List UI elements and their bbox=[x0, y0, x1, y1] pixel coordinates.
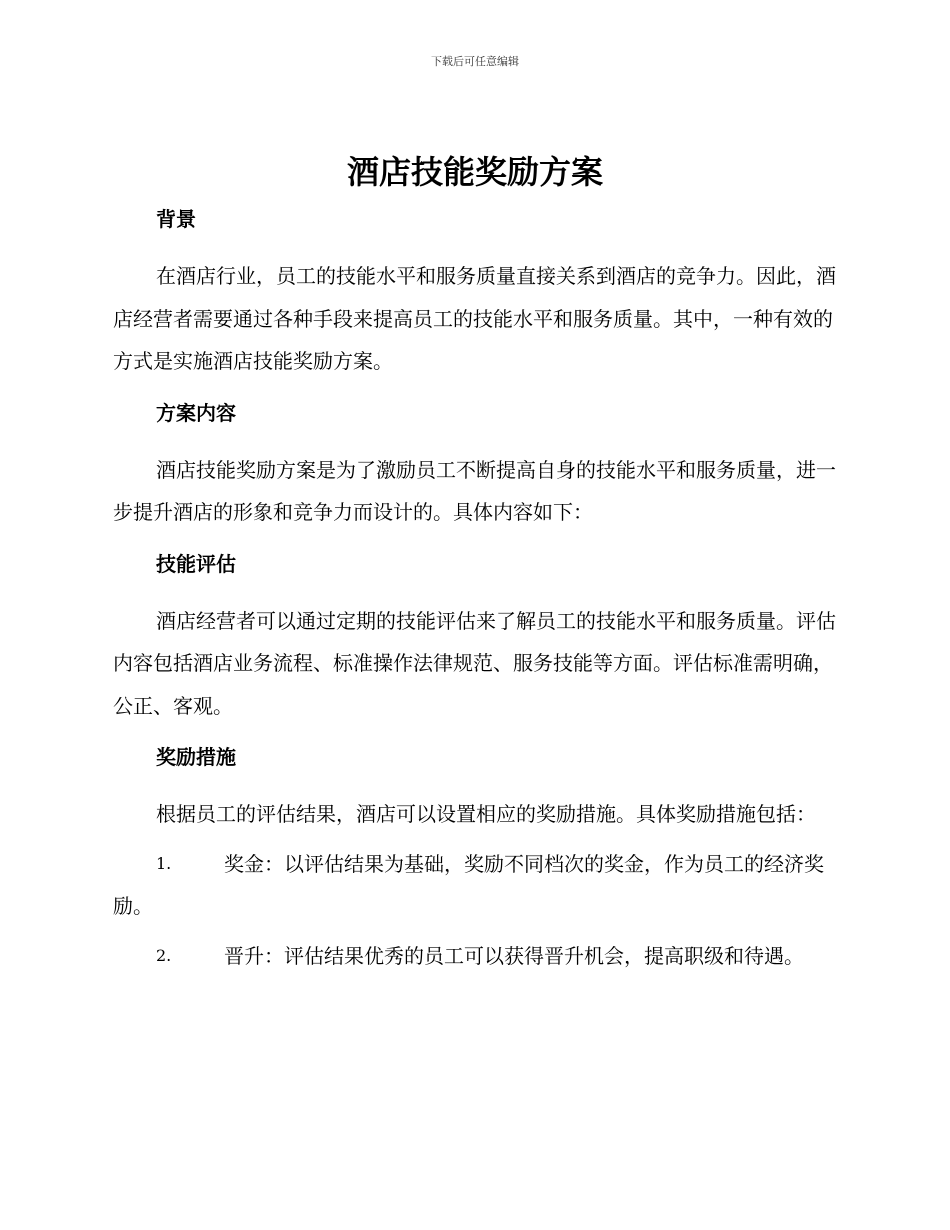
section-skill-assessment bbox=[113, 548, 837, 728]
section-reward-measures bbox=[113, 741, 837, 977]
document-title: 酒店技能奖励方案 bbox=[346, 153, 603, 191]
list-item-text: 晋升：评估结果优秀的员工可以获得晋升机会，提高职级和待遇。 bbox=[224, 943, 804, 968]
list-number: 2. bbox=[156, 945, 172, 965]
list-item bbox=[113, 843, 837, 928]
section-heading: 技能评估 bbox=[156, 551, 236, 576]
paragraph: 根据员工的评估结果，酒店可以设置相应的奖励措施。具体奖励措施包括： bbox=[156, 802, 816, 826]
list-number: 1. bbox=[156, 853, 172, 873]
section-background bbox=[113, 203, 837, 383]
list-item bbox=[113, 935, 837, 978]
document-body bbox=[113, 203, 837, 977]
paragraph: 酒店经营者可以通过定期的技能评估来了解员工的技能水平和服务质量。评估内容包括酒店业务流程、标准操作法律规范、服务技能等方面。评估标准需明确，公正、客观。 bbox=[113, 608, 836, 718]
list-item-text: 奖金：以评估结果为基础，奖励不同档次的奖金，作为员工的经济奖励。 bbox=[113, 851, 824, 918]
page-header-note: 下载后可任意编辑 bbox=[431, 55, 519, 68]
section-heading: 奖励措施 bbox=[156, 745, 236, 769]
paragraph: 酒店技能奖励方案是为了激励员工不断提高自身的技能水平和服务质量，进一步提升酒店的形象和竞争力而设计的。具体内容如下： bbox=[113, 457, 836, 524]
paragraph: 在酒店行业，员工的技能水平和服务质量直接关系到酒店的竞争力。因此，酒店经营者需要通过各种手段来提高员工的技能水平和服务质量。其中，一种有效的方式是实施酒店技能奖励方案。 bbox=[113, 264, 836, 373]
section-heading: 方案内容 bbox=[156, 400, 236, 425]
section-plan-content bbox=[113, 397, 837, 534]
section-heading: 背景 bbox=[156, 207, 196, 231]
